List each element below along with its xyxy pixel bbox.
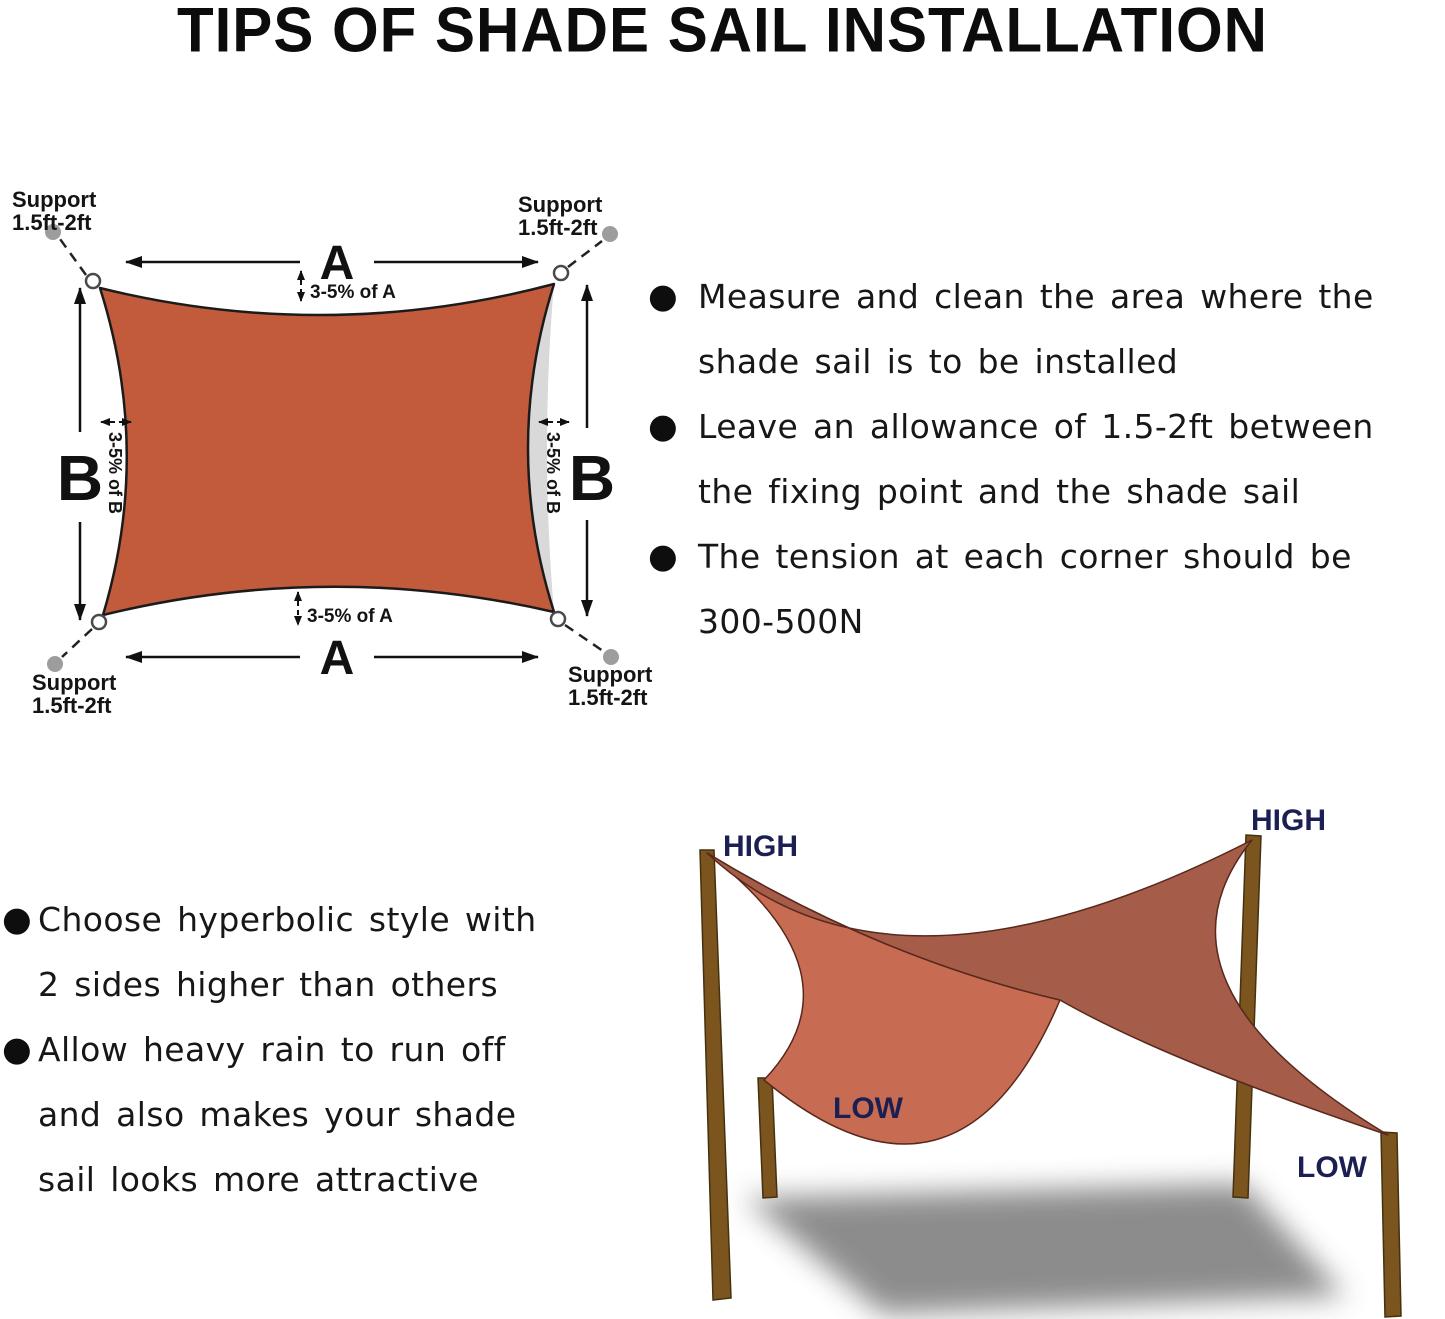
support-label: 1.5ft-2ft — [32, 693, 112, 718]
tip-line: sail looks more attractive — [38, 1160, 479, 1199]
tip-line: 2 sides higher than others — [38, 965, 499, 1004]
tip-line: ● Measure and clean the area where the — [640, 264, 1445, 329]
side-a-label-top: A — [319, 237, 355, 290]
anchor-line — [565, 625, 603, 651]
corner-ring-icon — [86, 274, 100, 288]
sag-b-label: 3-5% of B — [105, 432, 125, 515]
support-label: Support — [518, 192, 603, 217]
sail-shape — [100, 284, 554, 615]
support-anchor-bottom-right — [551, 612, 619, 665]
style-tips-list — [2, 887, 632, 1212]
support-label: Support — [32, 670, 117, 695]
side-b-label-right: B — [568, 442, 616, 514]
tip-line: the fixing point and the shade sail — [698, 472, 1301, 511]
page-title: TIPS OF SHADE SAIL INSTALLATION — [176, 0, 1269, 66]
low-label-front: LOW — [833, 1092, 903, 1125]
sag-a-label: 3-5% of A — [310, 282, 396, 303]
anchor-dot-icon — [602, 226, 618, 242]
support-label: 1.5ft-2ft — [568, 685, 648, 710]
anchor-line — [568, 241, 602, 267]
tip-line: shade sail is to be installed — [698, 342, 1179, 381]
corner-ring-icon — [551, 612, 565, 626]
tip-line: ● The tension at each corner should be — [640, 524, 1445, 589]
tip-line: and also makes your shade — [38, 1095, 517, 1134]
corner-ring-icon — [92, 615, 106, 629]
tip-line: ● Leave an allowance of 1.5-2ft between — [640, 394, 1445, 459]
sag-b-label: 3-5% of B — [543, 432, 563, 515]
pole-high-left — [700, 850, 731, 1300]
anchor-line — [60, 239, 86, 275]
tip-line: 300-500N — [698, 602, 864, 641]
side-b-label-left: B — [56, 442, 104, 514]
anchor-line — [62, 629, 92, 657]
shade-sail-dimension-diagram — [0, 170, 660, 730]
tip-line: ● Allow heavy rain to run off — [2, 1017, 632, 1082]
sag-indicator-b-right — [539, 422, 569, 514]
high-label-left: HIGH — [723, 830, 798, 863]
side-a-label-bottom: A — [319, 632, 355, 685]
hyperbolic-installation-illustration — [685, 780, 1445, 1319]
sag-indicator-a-bottom — [298, 592, 393, 627]
support-anchor-bottom-left — [47, 615, 106, 672]
high-label-right: HIGH — [1251, 804, 1326, 837]
pole-low-right — [1381, 1132, 1401, 1317]
installation-tips-list — [640, 264, 1445, 654]
support-label: Support — [12, 187, 97, 212]
support-label: 1.5ft-2ft — [518, 215, 598, 240]
corner-ring-icon — [554, 266, 568, 280]
support-label: 1.5ft-2ft — [12, 210, 92, 235]
sag-a-label: 3-5% of A — [307, 606, 393, 627]
pole-low-front — [758, 1078, 777, 1198]
tip-line: ● Choose hyperbolic style with — [2, 887, 632, 952]
low-label-right: LOW — [1297, 1151, 1367, 1184]
support-label: Support — [568, 662, 653, 687]
ground-shadow — [745, 1184, 1345, 1314]
